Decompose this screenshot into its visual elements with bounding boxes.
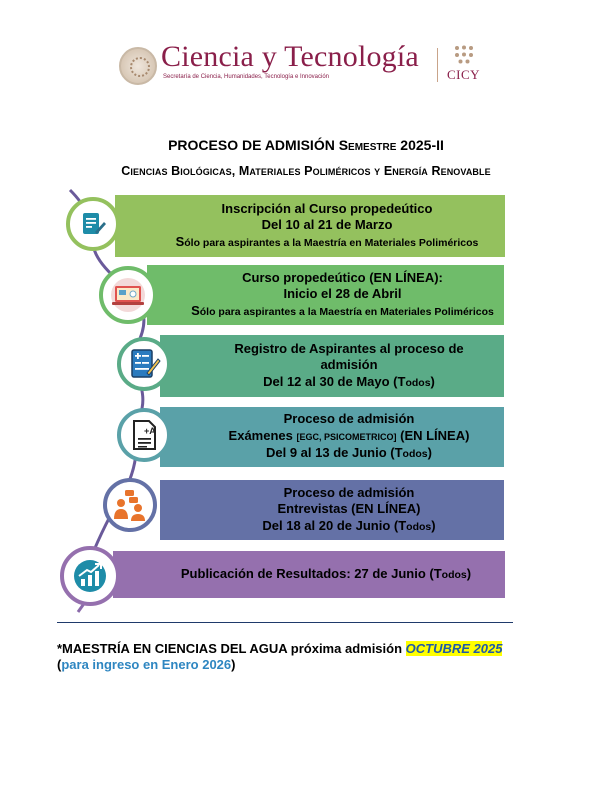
step-3-date: Del 12 al 30 de Mayo (Todos)	[263, 373, 435, 389]
step-6-bar	[113, 551, 505, 598]
step-3-bar	[160, 335, 504, 397]
step-1-bar	[115, 195, 505, 257]
title-semester: Semestre	[338, 137, 397, 153]
step-4-title: Proceso de admisión	[283, 411, 415, 427]
step-4-date: Del 9 al 13 de Junio (Todos)	[266, 445, 432, 461]
step-2-bar	[147, 265, 504, 325]
step-3-title-cont: admisión	[320, 357, 378, 373]
results-chart-icon	[72, 559, 108, 593]
note-prefix: *MAESTRÍA EN CIENCIAS DEL AGUA próxima admisión	[57, 641, 406, 656]
step-2-title: Curso propedeútico (EN LÍNEA):	[242, 269, 443, 285]
water-masters-note	[57, 641, 502, 656]
page-subtitle: Ciencias Biológicas, Materiales Poliméricos y Energía Renovable	[121, 164, 491, 178]
water-masters-entry-note: (para ingreso en Enero 2026)	[57, 657, 236, 672]
note-entry-text: para ingreso en Enero 2026	[61, 657, 232, 672]
step-5-bar	[160, 480, 504, 540]
logo-title: Ciencia y Tecnología	[161, 40, 419, 73]
step-4-exams: Exámenes [EGC, PSICOMETRICO] (EN LÍNEA)	[228, 427, 470, 443]
step-1-date: Del 10 al 21 de Marzo	[261, 217, 393, 233]
title-term: 2025-II	[396, 137, 444, 153]
step-6-results: Publicación de Resultados: 27 de Junio (Todos)	[180, 565, 472, 581]
institution-name: CICY	[447, 67, 481, 82]
step-5-date: Del 18 al 20 de Junio (Todos)	[262, 517, 436, 533]
step-1-note: Sólo para aspirantes a la Maestría en Materiales Poliméricos	[175, 233, 479, 249]
step-1-circle	[66, 197, 120, 251]
step-3-circle	[117, 337, 171, 391]
step-3-title: Registro de Aspirantes al proceso de	[234, 340, 464, 356]
step-2-circle	[99, 266, 157, 324]
step-6-circle	[60, 546, 120, 606]
separator-rule	[57, 622, 513, 623]
note-highlight: OCTUBRE 2025	[405, 641, 503, 656]
step-5-circle	[103, 478, 157, 532]
step-5-subtitle: Entrevistas (EN LÍNEA)	[277, 501, 421, 517]
form-pencil-icon	[79, 210, 107, 238]
logo-subtitle: Secretaría de Ciencia, Humanidades, Tecnología e Innovación	[163, 74, 329, 80]
registration-form-icon	[127, 347, 161, 381]
step-4-circle	[117, 408, 171, 462]
title-prefix: PROCESO DE ADMISIÓN	[168, 137, 339, 153]
step-4-bar	[160, 407, 504, 467]
online-course-icon	[108, 277, 148, 313]
step-1-title: Inscripción al Curso propedeútico	[221, 200, 433, 216]
step-2-note: Sólo para aspirantes a la Maestría en Materiales Poliméricos	[191, 302, 494, 318]
interview-people-icon	[112, 489, 148, 521]
step-2-date: Inicio el 28 de Abril	[283, 286, 402, 302]
step-5-title: Proceso de admisión	[283, 484, 415, 500]
svg-text:+A: +A	[144, 426, 156, 436]
exam-paper-icon	[128, 418, 160, 452]
